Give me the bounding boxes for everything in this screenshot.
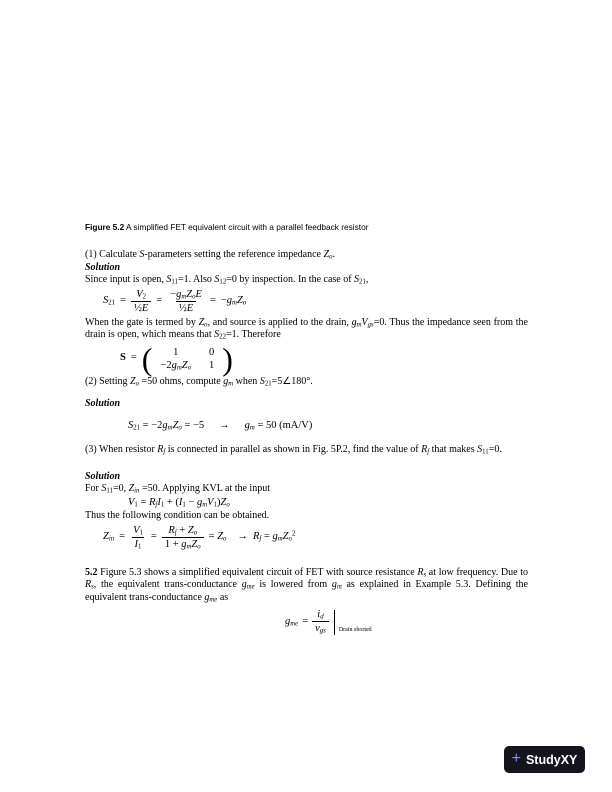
figure-caption (85, 222, 528, 233)
matrix-cell: $-2g_mZ_o$ (160, 359, 192, 371)
question-1-prompt: (1) Calculate S-parameters setting the reference impedance $Z_o$. (85, 249, 335, 261)
math-expression: $V_1 = R_fI_1 + (I_1 - g_mV_1)Z_o$ (128, 496, 230, 508)
part3-condition-text: Thus the following condition can be obtained. (85, 510, 270, 521)
equals-sign: = (156, 295, 163, 307)
fraction-numerator: $V_2$ (136, 288, 147, 300)
page-content (85, 222, 528, 635)
equation-gme (285, 609, 528, 635)
equation-s-matrix (120, 340, 528, 377)
math-lhs: $S_{21}$ (103, 295, 116, 307)
evaluation-condition: Drain shorted (338, 627, 372, 633)
math-rhs: $g_m = 50$ (mA/V) (244, 419, 313, 431)
math-rhs: $R_f = g_mZ_o^2$ (252, 530, 296, 543)
equation-gm (128, 420, 528, 433)
math-lhs: $S_{21} = -2g_mZ_o = -5$ (128, 419, 205, 431)
fraction-denominator: ½E (131, 301, 151, 315)
solution-label-1: Solution (85, 261, 121, 273)
right-paren: ) (222, 340, 233, 377)
math-lhs: $g_{me}$ (285, 615, 299, 628)
solution-label-3: Solution (85, 470, 121, 482)
fraction (312, 609, 329, 635)
equals-sign: = (302, 615, 309, 627)
fraction (162, 525, 204, 551)
equals-sign: = (130, 352, 137, 364)
arrow-symbol: → (237, 531, 248, 543)
equals-sign: = (150, 531, 157, 543)
part1-intro: Since input is open, $S_{11}=1$. Also $S_{12}=0$ by inspection. In the case of $S_{21}$, (85, 274, 369, 286)
fraction-denominator: ½E (176, 301, 196, 315)
fraction-numerator: $R_f + Z_o$ (168, 524, 198, 536)
section-text: Figure 5.3 shows a simplified equivalent circuit of FET with source resistance $R_s$ at low frequency. Due to $R_s$, the equivalent trans-conductance $g_{me}$ is lowered from $g_m$ as explained in Example 5.3. Defining the equivalent trans-conductance $g_{me}$ as (85, 566, 529, 603)
plus-icon: + (511, 750, 521, 767)
part1-discussion: When the gate is termed by $Z_o$, and source is applied to the drain, $g_mV_{gs}=0$. Thus the impedance seen from the drain is open, which means that $S_{22}=1$. Therefore (85, 316, 528, 341)
section-5-2-paragraph (85, 567, 528, 605)
left-paren: ( (141, 340, 153, 377)
figure-caption-label: Figure 5.2 (85, 222, 125, 232)
equals-sign: = (119, 531, 126, 543)
matrix-cell: 1 (173, 346, 179, 358)
matrix-grid (157, 346, 217, 372)
fraction-numerator: $-g_mZ_oE$ (170, 288, 202, 300)
math-rhs: $-g_mZ_o$ (220, 295, 247, 307)
brand-name: StudyXY (525, 752, 578, 767)
fraction-denominator: $I_1$ (132, 537, 145, 551)
studyxy-logo (504, 746, 585, 773)
math-lhs: $Z_{in}$ (103, 531, 115, 543)
equation-kvl (128, 497, 528, 510)
equals-rhs: = $Z_o$ (208, 531, 227, 543)
equation-zin (103, 525, 528, 551)
figure-caption-text: A simplified FET equivalent circuit with a parallel feedback resistor (124, 222, 369, 232)
solution-label-2: Solution (85, 398, 121, 409)
equation-s21 (103, 289, 528, 315)
fraction-numerator: $V_1$ (133, 524, 143, 536)
fraction-numerator: $i_d$ (317, 609, 324, 621)
question-2-prompt: (2) Setting $Z_o =50$ ohms, compute $g_m$ when $S_{21}=5\angle 180^\circ$. (85, 375, 313, 387)
equals-sign: = (120, 295, 126, 307)
equals-sign: = (209, 295, 216, 307)
evaluation-bar (334, 610, 335, 635)
matrix-cell: 1 (209, 359, 215, 371)
part3-intro: For $S_{11}=0$, $Z_{in} =50$. Applying KVL at the input (85, 483, 270, 495)
matrix-symbol: S (120, 352, 126, 364)
section-number: 5.2 (85, 566, 98, 578)
arrow-symbol: → (219, 419, 230, 431)
question-3-prompt: (3) When resistor $R_f$ is connected in parallel as shown in Fig. 5P.2, find the value of $R_f$ that makes $S_{11}=0$. (85, 444, 502, 456)
fraction-denominator: $1 + g_mZ_o$ (162, 537, 204, 551)
fraction (130, 525, 146, 551)
fraction (131, 289, 151, 315)
fraction (167, 289, 205, 315)
fraction-denominator: $v_{gs}$ (312, 621, 329, 635)
matrix-cell: 0 (209, 346, 215, 358)
